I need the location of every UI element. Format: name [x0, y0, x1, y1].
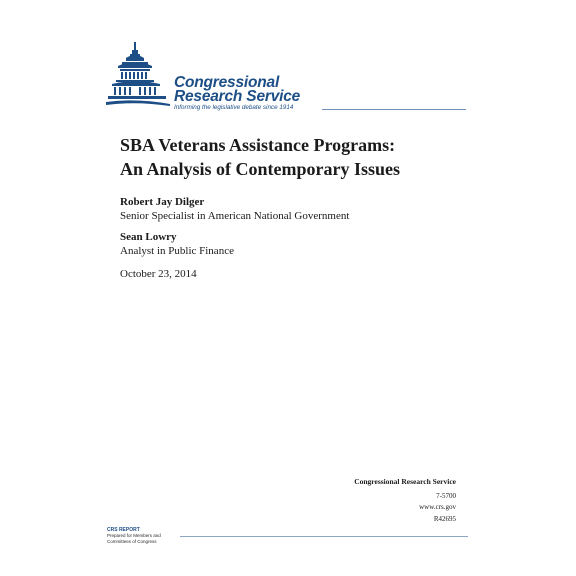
report-title [120, 133, 400, 181]
meta-phone: 7-5700 [436, 491, 456, 500]
report-date: October 23, 2014 [120, 268, 197, 280]
footer-label [107, 527, 161, 544]
footer-line2: Committees of Congress [107, 538, 157, 544]
crs-logo [106, 40, 486, 120]
logo-tagline: Informing the legislative debate since 1914 [174, 104, 294, 111]
footer-rule [180, 536, 468, 537]
meta-website: www.crs.gov [419, 503, 456, 511]
author-role: Analyst in Public Finance [120, 245, 234, 257]
report-meta [354, 476, 456, 525]
author-block [120, 230, 234, 258]
logo-wordmark [174, 76, 300, 104]
capitol-dome-icon [106, 40, 176, 116]
footer-line1: Prepared for Members and [107, 533, 161, 538]
logo-line2: Research Service [174, 88, 301, 105]
logo-rule [322, 109, 466, 110]
meta-report-number: R42695 [433, 514, 456, 523]
author-name: Robert Jay Dilger [120, 196, 205, 208]
author-block [120, 195, 349, 223]
title-line1: SBA Veterans Assistance Programs: [120, 135, 396, 155]
meta-org: Congressional Research Service [354, 477, 456, 486]
footer-tag: CRS REPORT [107, 527, 140, 533]
author-role: Senior Specialist in American National Government [120, 210, 350, 222]
title-line2: An Analysis of Contemporary Issues [120, 159, 401, 179]
author-name: Sean Lowry [120, 231, 177, 243]
logo-line1: Congressional [174, 74, 280, 91]
